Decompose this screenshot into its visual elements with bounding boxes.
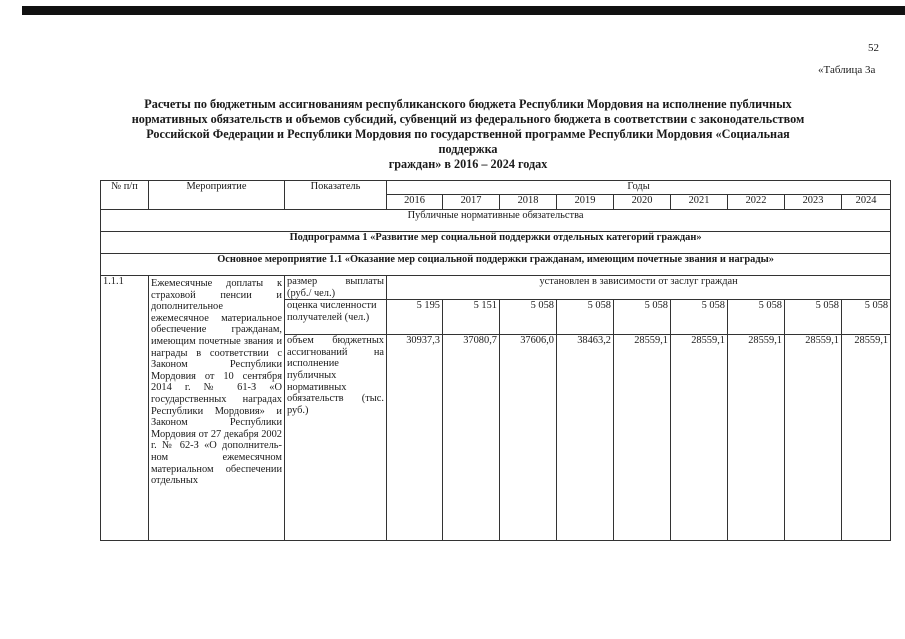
subprogram-row [101,232,891,254]
header-years: Годы [387,181,891,195]
value-cell: 5 058 [614,300,671,335]
main-event-row [101,254,891,276]
title-line: Расчеты по бюджетным ассигнованиям республиканского бюджета Республики Мордовия на исполнение публичных [144,97,792,111]
header-indicator: Показатель [285,181,387,210]
year-cell: 2022 [728,195,785,210]
value-cell: 28559,1 [614,335,671,541]
year-cell: 2017 [443,195,500,210]
title-line: Российской Федерации и Республики Мордовия по государственной программе Республики Мордовия «Социальная поддержка [146,127,790,156]
value-cell: 5 058 [500,300,557,335]
table-reference: «Таблица 3а [818,64,876,76]
year-cell: 2018 [500,195,557,210]
value-cell: 5 058 [728,300,785,335]
value-cell: 5 151 [443,300,500,335]
value-cell: 28559,1 [842,335,891,541]
header-event: Мероприятие [149,181,285,210]
year-cell: 2019 [557,195,614,210]
header-num: № п/п [101,181,149,210]
title-line: граждан» в 2016 – 2024 годах [388,157,548,171]
value-cell: 5 058 [557,300,614,335]
year-cell: 2023 [785,195,842,210]
value-cell: 5 058 [671,300,728,335]
main-event-title: Основное мероприятие 1.1 «Оказание мер социальной поддержки гражданам, имеющим почетные звания и награды» [101,254,891,276]
subprogram-title: Подпрограмма 1 «Развитие мер социальной поддержки отдельных категорий граждан» [101,232,891,254]
section-row [101,210,891,232]
section-public-obligations: Публичные нормативные обязательства [101,210,891,232]
budget-table [100,180,891,541]
indicator-label: размер выплаты (руб./ чел.) [285,276,387,300]
value-cell: 28559,1 [785,335,842,541]
value-cell: 38463,2 [557,335,614,541]
value-cell: 37080,7 [443,335,500,541]
year-cell: 2021 [671,195,728,210]
value-cell: 28559,1 [671,335,728,541]
page-number: 52 [868,42,879,54]
row-description: Ежемесячные доплаты к страховой пенсии и дополнительное ежемесячное материальное обеспечение гражданам, имеющим почетные звания и награды в соответствии с Законом Республики Мордовия от 10 сентября 2014 г. № 61-З «О государственных наградах Республики Мордовия» и Законом Республики Мордовия от 27 декабря 2002 г. № 62-З «О дополнитель-ном ежемесячном материальном обеспечении отдельных [149,276,285,541]
value-cell: 5 058 [842,300,891,335]
header-row [101,181,891,195]
value-cell: 5 195 [387,300,443,335]
table-row [101,276,891,300]
value-cell: 28559,1 [728,335,785,541]
value-cell: 5 058 [785,300,842,335]
year-cell: 2016 [387,195,443,210]
value-cell: 37606,0 [500,335,557,541]
title-line: нормативных обязательств и объемов субсидий, субвенций из федерального бюджета в соответствии с законодательством [131,112,805,126]
scan-top-border [22,6,905,15]
indicator-label: оценка численности получателей (чел.) [285,300,387,335]
year-cell: 2024 [842,195,891,210]
document-title [118,97,818,172]
value-cell: 30937,3 [387,335,443,541]
row-num: 1.1.1 [101,276,149,541]
year-cell: 2020 [614,195,671,210]
merged-value: установлен в зависимости от заслуг граждан [387,276,891,300]
indicator-label: объем бюджетных ассигнований на исполнение публичных нормативных обязательств (тыс. руб.) [285,335,387,541]
